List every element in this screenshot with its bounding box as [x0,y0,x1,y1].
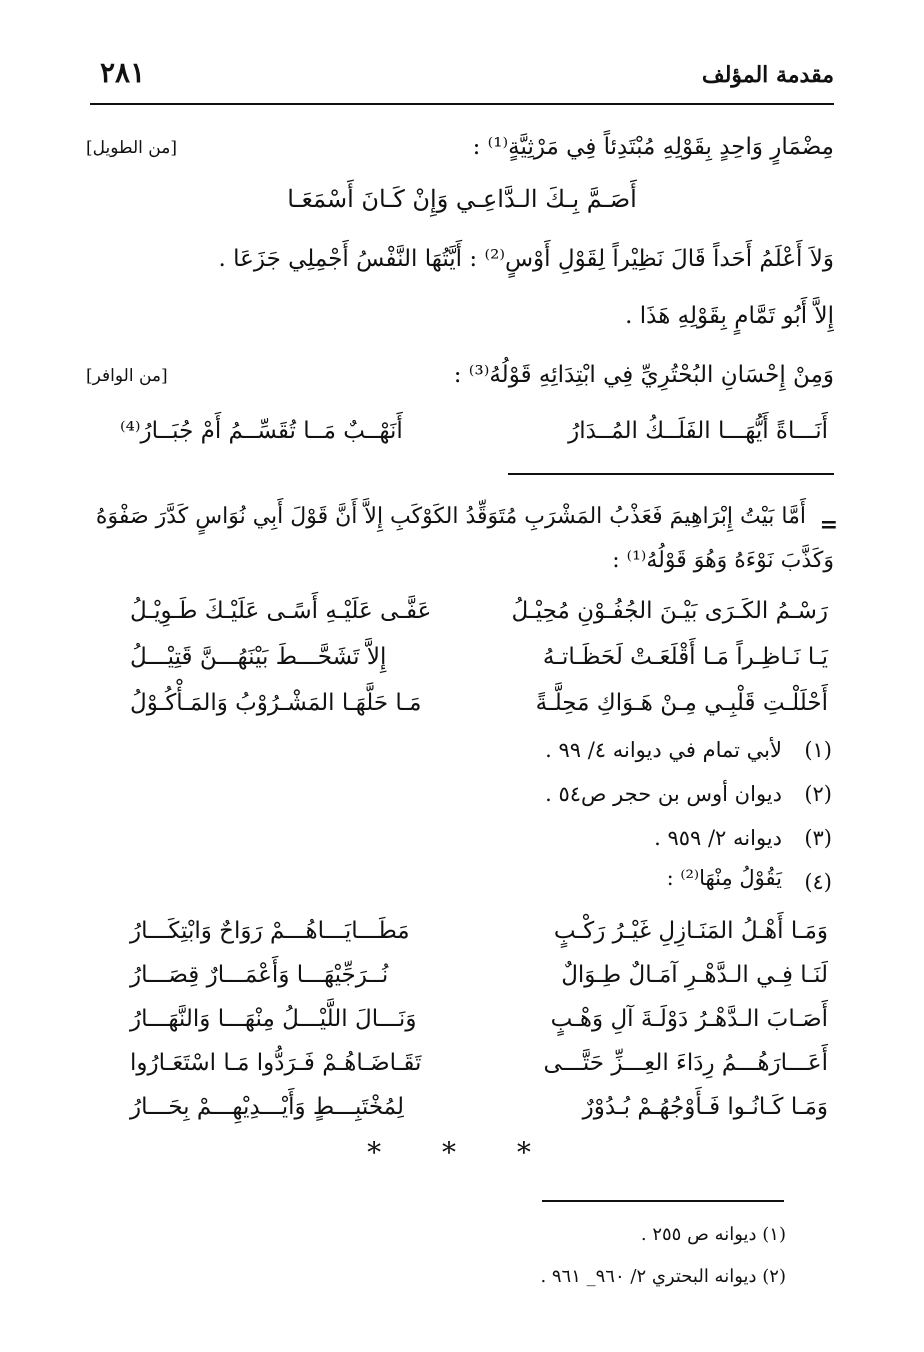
footnote-text-1: لأبي تمام في ديوانه ٤/ ٩٩ . [545,738,782,762]
footnote-number-4: (٤) [804,870,832,894]
footnote-text-2: ديوان أوس بن حجر ص٥٤ . [545,782,782,806]
verse-centered: أَصَـمَّ بِـكَ الـدَّاعِـي وَإِنْ كَـانَ أَسْمَعَـا [287,185,637,213]
verse2-left-5: لِمُخْتَبِـــطٍ وَأَيْـــدِيْهِـــمْ بِحَـــارُ [130,1094,404,1120]
verse-hemistich-left: أَنَهْــبٌ مَــا تُقَسِّــمُ أَمْ جُبَــارُ⁽⁴⁾ [120,418,403,444]
meter-label-tawil: [من الطويل] [86,138,177,158]
page-number: ٢٨١ [100,56,146,89]
verse2-left-3: وَنَـــالَ اللَّيْـــلُ مِنْهَـــا وَالنَّهَـــارُ [130,1006,417,1032]
intro-line-3: إِلاَّ أَبُو تَمَّامٍ بِقَوْلِهِ هَذَا . [625,303,834,329]
footnote-text-3: ديوانه ٢/ ٩٥٩ . [654,826,782,850]
verse-hemistich-right: أَنَـــاةً أَيُّهَـــا الفَلَــكُ المُــدَارُ [568,418,828,444]
verse2-right-1: وَمَـا أَهْـلُ المَنَـازِلِ غَيْـرُ رَكْـبٍ [553,918,828,944]
verse2-right-4: أَعَـــارَهُـــمُ رِدَاءَ العِـــزِّ حَتَّـــى [543,1050,828,1076]
verse-right-3: أَحْلَلْـتِ قَلْبِـي مِـنْ هَـوَاكِ مَحِلَّـةً [535,690,828,716]
section-separator-stars: * * * [367,1136,557,1169]
footnote-text-4: يَقُوْلُ مِنْهَا⁽²⁾ : [666,866,782,890]
continuation-line-2: وَكَذَّبَ نَوْءَهُ وَهُوَ قَوْلُهُ⁽¹⁾ : [612,548,834,573]
intro-line-2: وَلاَ أَعْلَمُ أَحَداً قَالَ نَظِيْراً لِقَوْلِ أَوْسٍ⁽²⁾ : أَيَّتُهَا النَّفْسُ أَجْمِلِي جَزَعَا . [218,246,834,272]
verse2-left-2: نُــرَجِّيْهَـــا وَأَعْمَـــارٌ قِصَـــارُ [130,962,389,988]
verse-left-2: إِلاَّ تَشَحَّـــطَ بَيْنَهُـــنَّ قَتِيْـــلُ [130,644,387,670]
verse2-left-4: تَقَـاضَـاهُـمْ فَـرَدُّوا مَـا اسْتَعَـارُوا [130,1050,422,1076]
footnote-rule [542,1200,784,1202]
page-header-title: مقدمة المؤلف [701,62,834,88]
verse2-left-1: مَطَـــايَـــاهُـــمْ رَوَاحٌ وَابْتِكَـــارُ [130,918,410,944]
section-rule [508,473,834,475]
verse-left-3: مَـا حَلَّهَـا المَشْـرُوْبُ وَالمَـأْكُـوْلُ [130,690,422,716]
verse-left-1: عَفَّـى عَلَيْـهِ أَسًـى عَلَيْـكَ طَـوِيْـلُ [130,598,432,624]
verse2-right-2: لَنَـا فِـي الـدَّهْـرِ آمَـالٌ طِـوَالٌ [561,962,828,988]
verse-right-1: رَسْـمُ الكَـرَى بَيْـنَ الجُفُـوْنِ مُحِيْـلُ [511,598,828,624]
continuation-marker: = [819,512,838,538]
verse2-right-5: وَمَـا كَـانُـوا فَـأَوْجُهُـمْ بُـدُوْرٌ [582,1094,828,1120]
page-footnote-2: (٢) ديوانه البحتري ٢/ ٩٦٠_ ٩٦١ . [540,1266,786,1287]
footnote-number-2: (٢) [804,782,832,806]
intro-line-4: وَمِنْ إِحْسَانِ البُحْتُرِيِّ فِي ابْتِدَائِهِ قَوْلُهُ⁽³⁾ : [453,362,834,388]
meter-label-wafir: [من الوافر] [86,366,168,386]
header-rule [90,103,834,105]
continuation-line-1: أَمَّا بَيْتُ إِبْرَاهِيمَ فَعَذْبُ المَشْرَبِ مُتَوَقِّدُ الكَوْكَبِ إِلاَّ أَنَّ قَوْلَ أَبِي نُوَاسٍ كَدَّرَ صَفْوَهُ [95,504,806,529]
footnote-number-3: (٣) [804,826,832,850]
verse-right-2: يَـا نَـاظِـراً مَـا أَقْلَعَـتْ لَحَظَـاتـهُ [542,644,828,670]
page-footnote-1: (١) ديوانه ص ٢٥٥ . [640,1224,786,1245]
verse2-right-3: أَصَـابَ الـدَّهْـرُ دَوْلَـةَ آلِ وَهْـبٍ [550,1006,828,1032]
intro-line-1: مِضْمَارٍ وَاحِدٍ بِقَوْلِهِ مُبْتَدِئاً فِي مَرْثِيَّةٍ⁽¹⁾ : [472,134,834,160]
footnote-number-1: (١) [804,738,832,762]
